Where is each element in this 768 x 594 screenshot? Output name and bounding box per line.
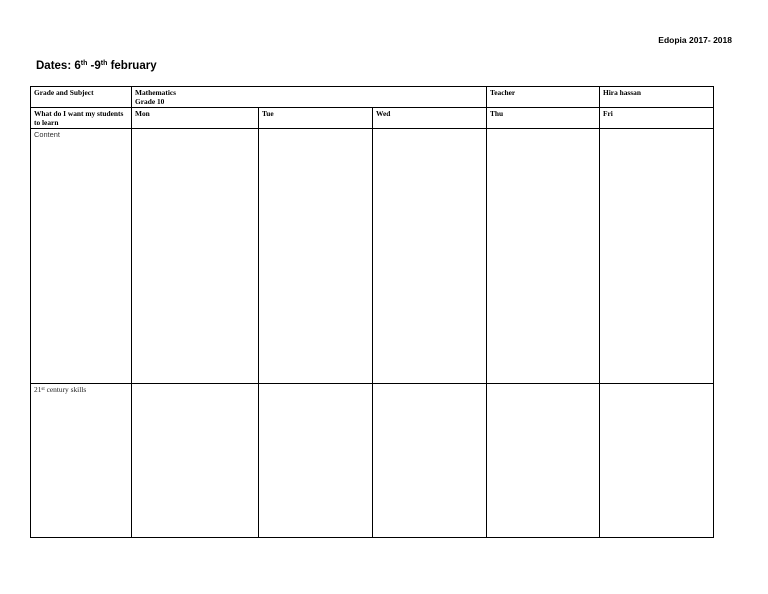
table-row bbox=[31, 108, 714, 129]
grade-level: Grade 10 bbox=[135, 97, 165, 106]
teacher-label: Teacher bbox=[487, 87, 600, 108]
subject-cell bbox=[132, 87, 487, 108]
table-row bbox=[31, 87, 714, 108]
table-row bbox=[31, 384, 714, 538]
learn-label: What do I want my students to learn bbox=[31, 108, 132, 129]
content-cell-wed[interactable] bbox=[373, 129, 487, 384]
content-cell-tue[interactable] bbox=[259, 129, 373, 384]
dates-sup-end: th bbox=[100, 60, 108, 67]
day-header-fri: Fri bbox=[600, 108, 714, 129]
dates-prefix: Dates: 6 bbox=[36, 60, 81, 72]
subject-name: Mathematics bbox=[135, 88, 177, 97]
day-header-thu: Thu bbox=[487, 108, 600, 129]
dates-sup-start: th bbox=[80, 60, 88, 67]
skills-cell-mon[interactable] bbox=[132, 384, 259, 538]
table-row bbox=[31, 129, 714, 384]
content-cell-thu[interactable] bbox=[487, 129, 600, 384]
day-header-wed: Wed bbox=[373, 108, 487, 129]
teacher-name: Hira hassan bbox=[600, 87, 714, 108]
dates-suffix: february bbox=[107, 60, 157, 72]
content-cell-mon[interactable] bbox=[132, 129, 259, 384]
skills-rest: century skills bbox=[44, 385, 87, 394]
day-header-tue: Tue bbox=[259, 108, 373, 129]
skills-cell-wed[interactable] bbox=[373, 384, 487, 538]
skills-num: 21 bbox=[34, 385, 42, 394]
grade-subject-label: Grade and Subject bbox=[31, 87, 132, 108]
skills-cell-tue[interactable] bbox=[259, 384, 373, 538]
skills-row-label bbox=[31, 384, 132, 538]
skills-cell-fri[interactable] bbox=[600, 384, 714, 538]
content-cell-fri[interactable] bbox=[600, 129, 714, 384]
lesson-plan-table bbox=[30, 86, 714, 538]
day-header-mon: Mon bbox=[132, 108, 259, 129]
header-org: Edopia 2017- 2018 bbox=[658, 35, 732, 45]
dates-heading bbox=[36, 60, 157, 72]
skills-sup: st bbox=[41, 387, 45, 392]
dates-mid: -9 bbox=[87, 60, 101, 72]
content-row-label: Content bbox=[31, 129, 132, 384]
skills-cell-thu[interactable] bbox=[487, 384, 600, 538]
